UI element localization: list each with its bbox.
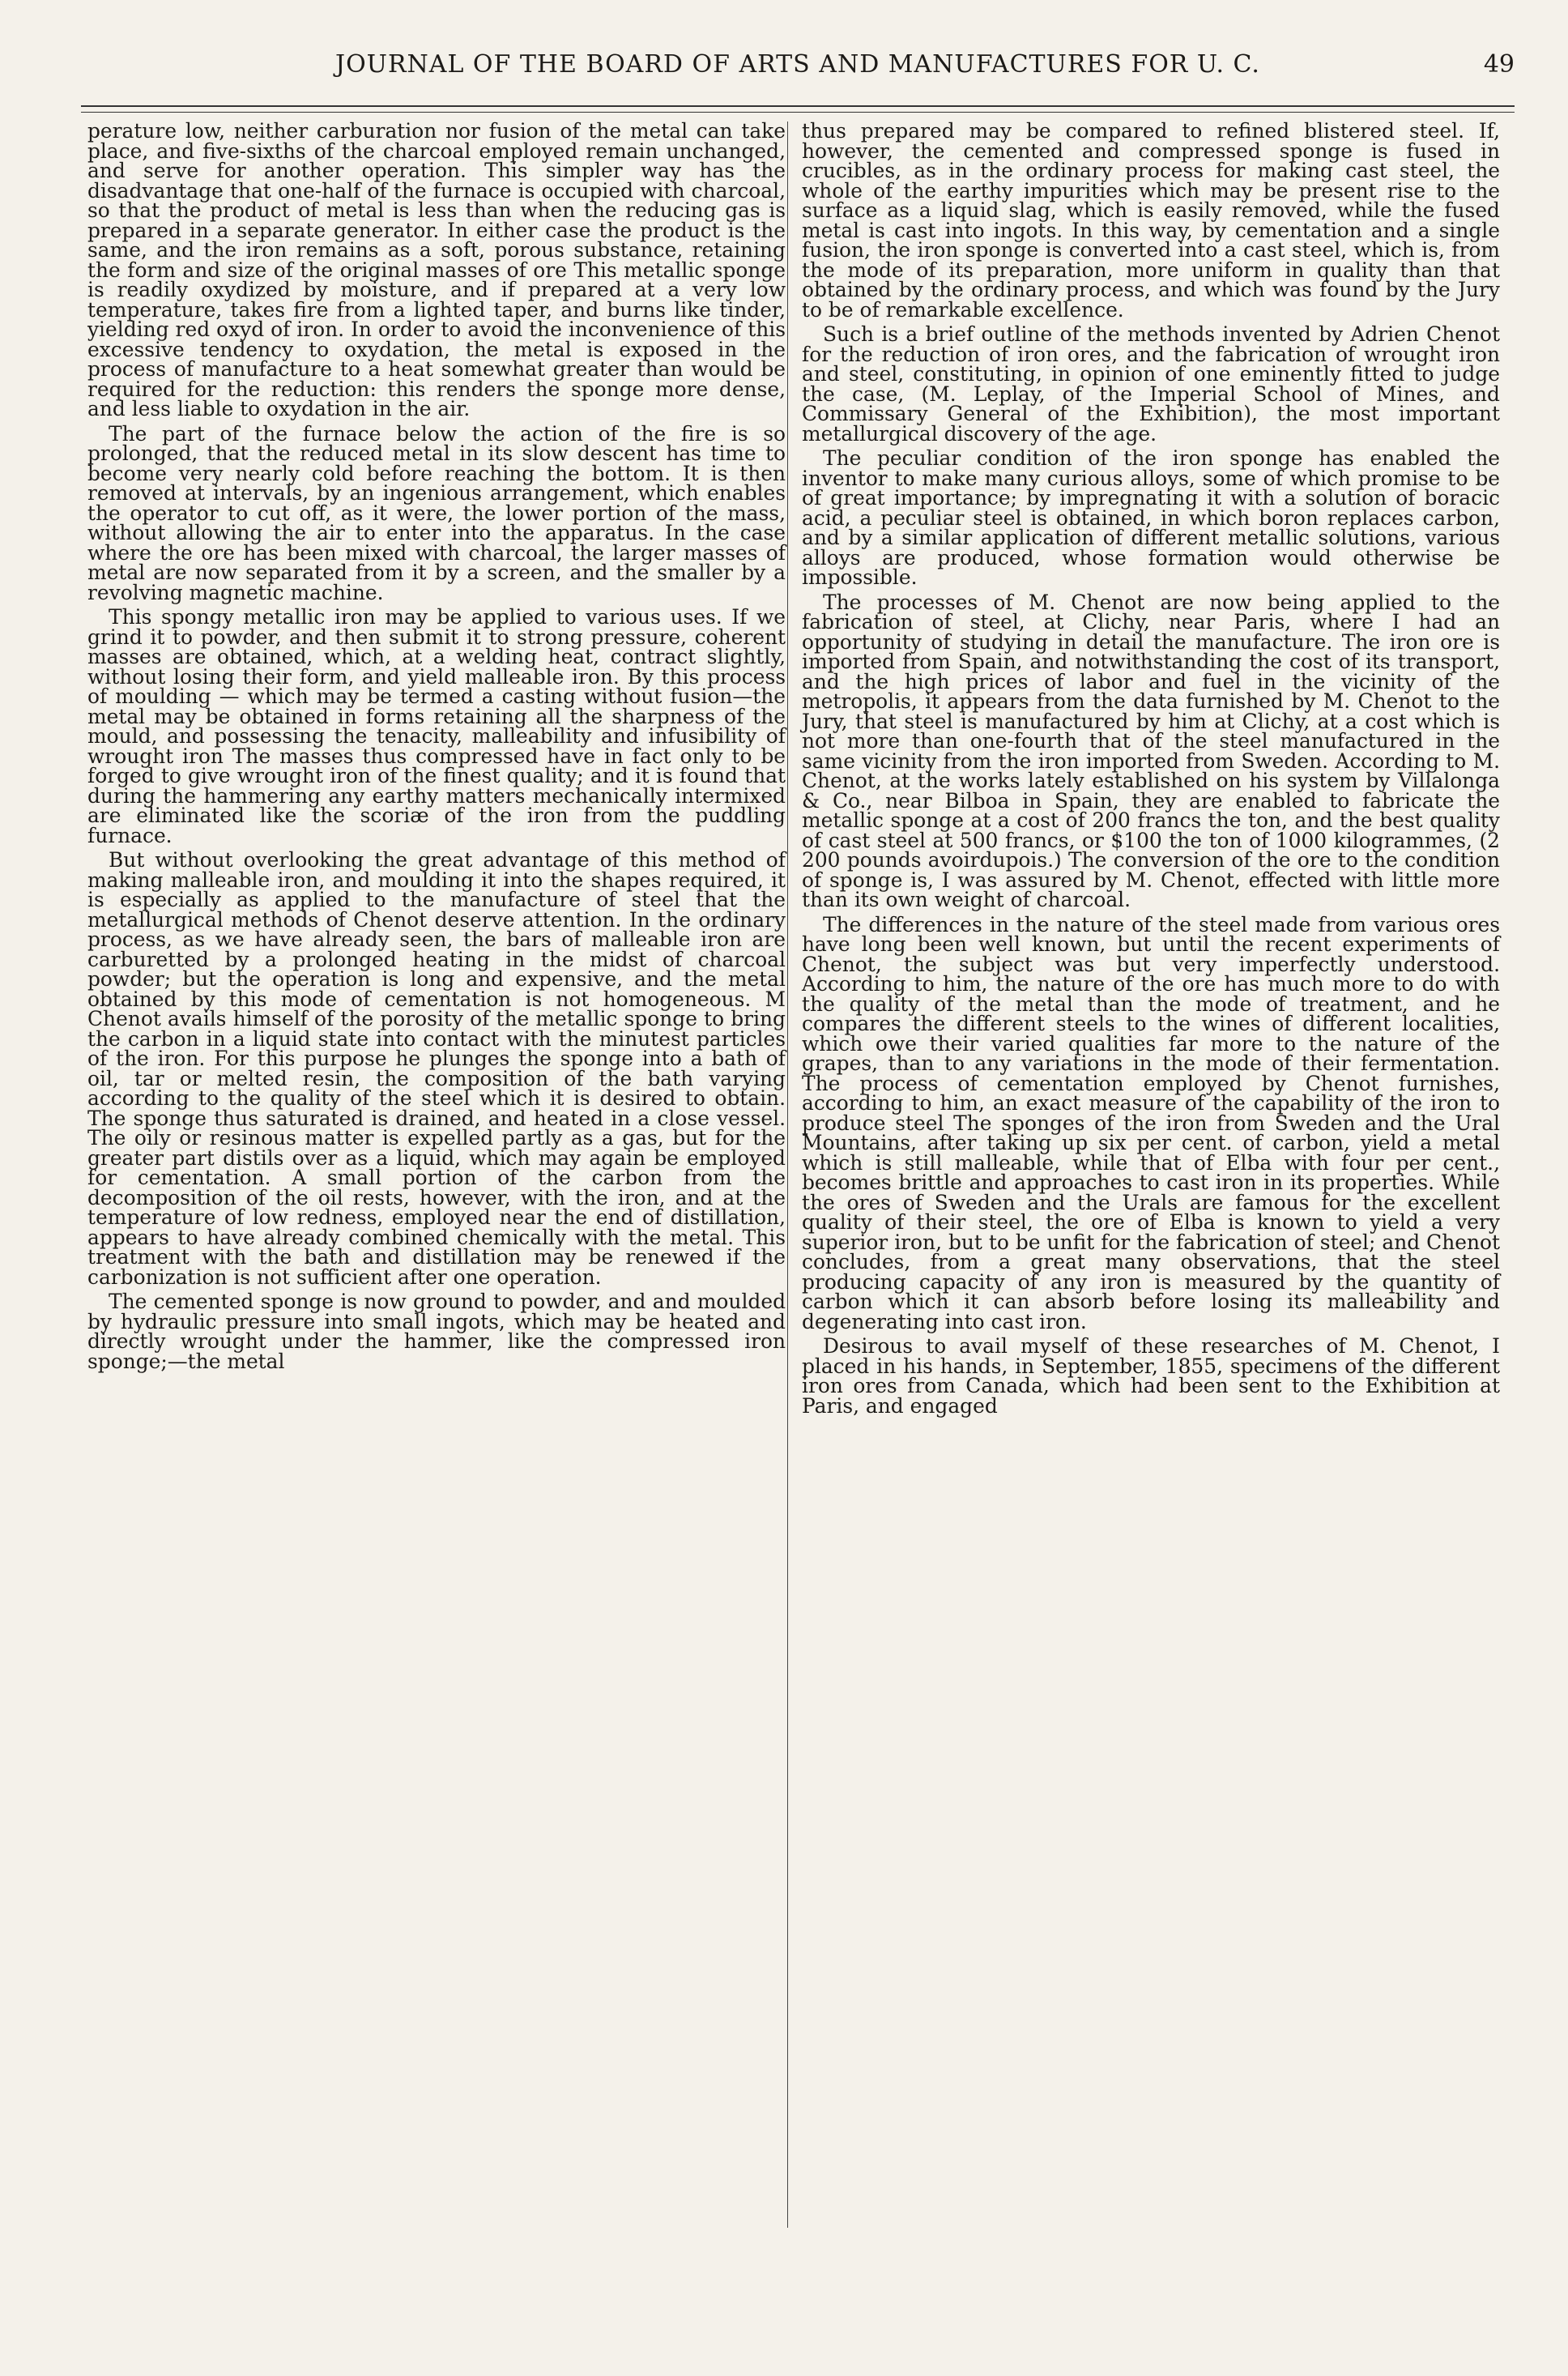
paragraph: Desirous to avail myself of these researches of M. Chenot, I placed in his hands, in September, 1855, specimens of the different iron ores from Canada, which had been sent to the Exhibition at Paris, and engaged: [802, 1334, 1500, 1418]
journal-title: JOURNAL OF THE BOARD OF ARTS AND MANUFACTURES FOR U. C.: [335, 50, 1260, 79]
paragraph: thus prepared may be compared to refined blistered steel. If, however, the cemented and compressed sponge is fused in crucibles, as in the ordinary process for making cast steel, the whole of the earthy impurities which may be present rise to the surface as a liquid slag, which is easily removed, while the fused metal is cast into ingots. In this way, by cementation and a single fusion, the iron sponge is converted into a cast steel, which is, from the mode of its preparation, more uniform in quality than that obtained by the ordinary process, and which was found by the Jury to be of remarkable excellence.: [802, 119, 1500, 322]
paragraph: The peculiar condition of the iron sponge has enabled the inventor to make many curious alloys, some of which promise to be of great importance; by impregnating it with a solution of boracic acid, a peculiar steel is obtained, in which boron replaces carbon, and by a similar application of different metallic solutions, various alloys are produced, whose formation would otherwise be impossible.: [802, 446, 1500, 589]
running-header: [81, 50, 1515, 99]
paragraph: perature low, neither carburation nor fusion of the metal can take place, and five-sixths of the charcoal employed remain unchanged, and serve for another operation. This simpler way has the disadvantage that one-half of the furnace is occupied with charcoal, so that the product of metal is less than when the reducing gas is prepared in a separate generator. In either case the product is the same, and the iron remains as a soft, porous substance, retaining the form and size of the original masses of ore This metallic sponge is readily oxydized by moisture, and if prepared at a very low temperature, takes fire from a lighted taper, and burns like tinder, yielding red oxyd of iron. In order to avoid the inconvenience of this excessive tendency to oxydation, the metal is exposed in the process of manufacture to a heat somewhat greater than would be required for the reduction: this renders the sponge more dense, and less liable to oxydation in the air.: [87, 119, 786, 420]
paragraph: The differences in the nature of the steel made from various ores have long been well known, but until the recent experiments of Chenot, the subject was but very imperfectly understood. According to him, the nature of the ore has much more to do with the quality of the metal than the mode of treatment, and he compares the different steels to the wines of different localities, which owe their varied qualities far more to the nature of the grapes, than to any variations in the mode of their fermentation. The process of cementation employed by Chenot furnishes, according to him, an exact measure of the capability of the iron to produce steel The sponges of the iron from Sweden and the Ural Mountains, after taking up six per cent. of carbon, yield a metal which is still malleable, while that of Elba with four per cent., becomes brittle and approaches to cast iron in its properties. While the ores of Sweden and the Urals are famous for the excellent quality of their steel, the ore of Elba is known to yield a very superior iron, but to be unfit for the fabrication of steel; and Chenot concludes, from a great many observations, that the steel producing capacity of any iron is measured by the quantity of carbon which it can absorb before losing its malleability and degenerating into cast iron.: [802, 912, 1500, 1333]
header-rule-thin: [81, 112, 1515, 113]
paragraph: The part of the furnace below the action of the fire is so prolonged, that the reduced metal in its slow descent has time to become very nearly cold before reaching the bottom. It is then removed at intervals, by an ingenious arrangement, which enables the operator to cut off, as it were, the lower portion of the mass, without allowing the air to enter into the apparatus. In the case where the ore has been mixed with charcoal, the larger masses of metal are now separated from it by a screen, and the smaller by a revolving magnetic machine.: [87, 421, 786, 604]
paragraph: The processes of M. Chenot are now being applied to the fabrication of steel, at Clichy, near Paris, where I had an opportunity of studying in detail the manufacture. The iron ore is imported from Spain, and notwithstanding the cost of its transport, and the high prices of labor and fuel in the vicinity of the metropolis, it appears from the data furnished by M. Chenot to the Jury, that steel is manufactured by him at Clichy, at a cost which is not more than one-fourth that of the steel manufactured in the same vicinity from the iron imported from Sweden. According to M. Chenot, at the works lately established on his system by Villalonga & Co., near Bilboa in Spain, they are enabled to fabricate the metallic sponge at a cost of 200 francs the ton, and the best quality of cast steel at 500 francs, or $100 the ton of 1000 kilogrammes, (2 200 pounds avoirdupois.) The conversion of the ore to the condition of sponge is, I was assured by M. Chenot, effected with little more than its own weight of charcoal.: [802, 590, 1500, 911]
column-divider: [787, 122, 788, 2228]
page-number: 49: [1483, 50, 1515, 79]
right-column: [802, 119, 1500, 1421]
paragraph: But without overlooking the great advantage of this method of making malleable iron, and moulding it into the shapes required, it is especially as applied to the manufacture of steel that the metallurgical methods of Chenot deserve attention. In the ordinary process, as we have already seen, the bars of malleable iron are carburetted by a prolonged heating in the midst of charcoal powder; but the operation is long and expensive, and the metal obtained by this mode of cementation is not homogeneous. M Chenot avails himself of the porosity of the metallic sponge to bring the carbon in a liquid state into contact with the minutest particles of the iron. For this purpose he plunges the sponge into a bath of oil, tar or melted resin, the composition of the bath varying according to the quality of the steel which it is desired to obtain. The sponge thus saturated is drained, and heated in a close vessel. The oily or resinous matter is expelled partly as a gas, but for the greater part distils over as a liquid, which may again be employed for cementation. A small portion of the carbon from the decomposition of the oil rests, however, with the iron, and at the temperature of low redness, employed near the end of distillation, appears to have already combined chemically with the metal. This treatment with the bath and distillation may be renewed if the carbonization is not sufficient after one operation.: [87, 848, 786, 1289]
paragraph: This spongy metallic iron may be applied to various uses. If we grind it to powder, and then submit it to strong pressure, coherent masses are obtained, which, at a welding heat, contract slightly, without losing their form, and yield malleable iron. By this process of moulding — which may be termed a casting without fusion—the metal may be obtained in forms retaining all the sharpness of the mould, and possessing the tenacity, malleability and infusibility of wrought iron The masses thus compressed have in fact only to be forged to give wrought iron of the finest quality; and it is found that during the hammering any earthy matters mechanically intermixed are eliminated like the scoriæ of the iron from the puddling furnace.: [87, 605, 786, 847]
paragraph: The cemented sponge is now ground to powder, and and moulded by hydraulic pressure into small ingots, which may be heated and directly wrought under the hammer, like the compressed iron sponge;—the metal: [87, 1290, 786, 1373]
paragraph: Such is a brief outline of the methods invented by Adrien Chenot for the reduction of iron ores, and the fabrication of wrought iron and steel, constituting, in opinion of one eminently fitted to judge the case, (M. Leplay, of the Imperial School of Mines, and Commissary General of the Exhibition), the most important metallurgical discovery of the age.: [802, 322, 1500, 446]
header-rule: [81, 105, 1515, 107]
left-column: [87, 119, 786, 1376]
